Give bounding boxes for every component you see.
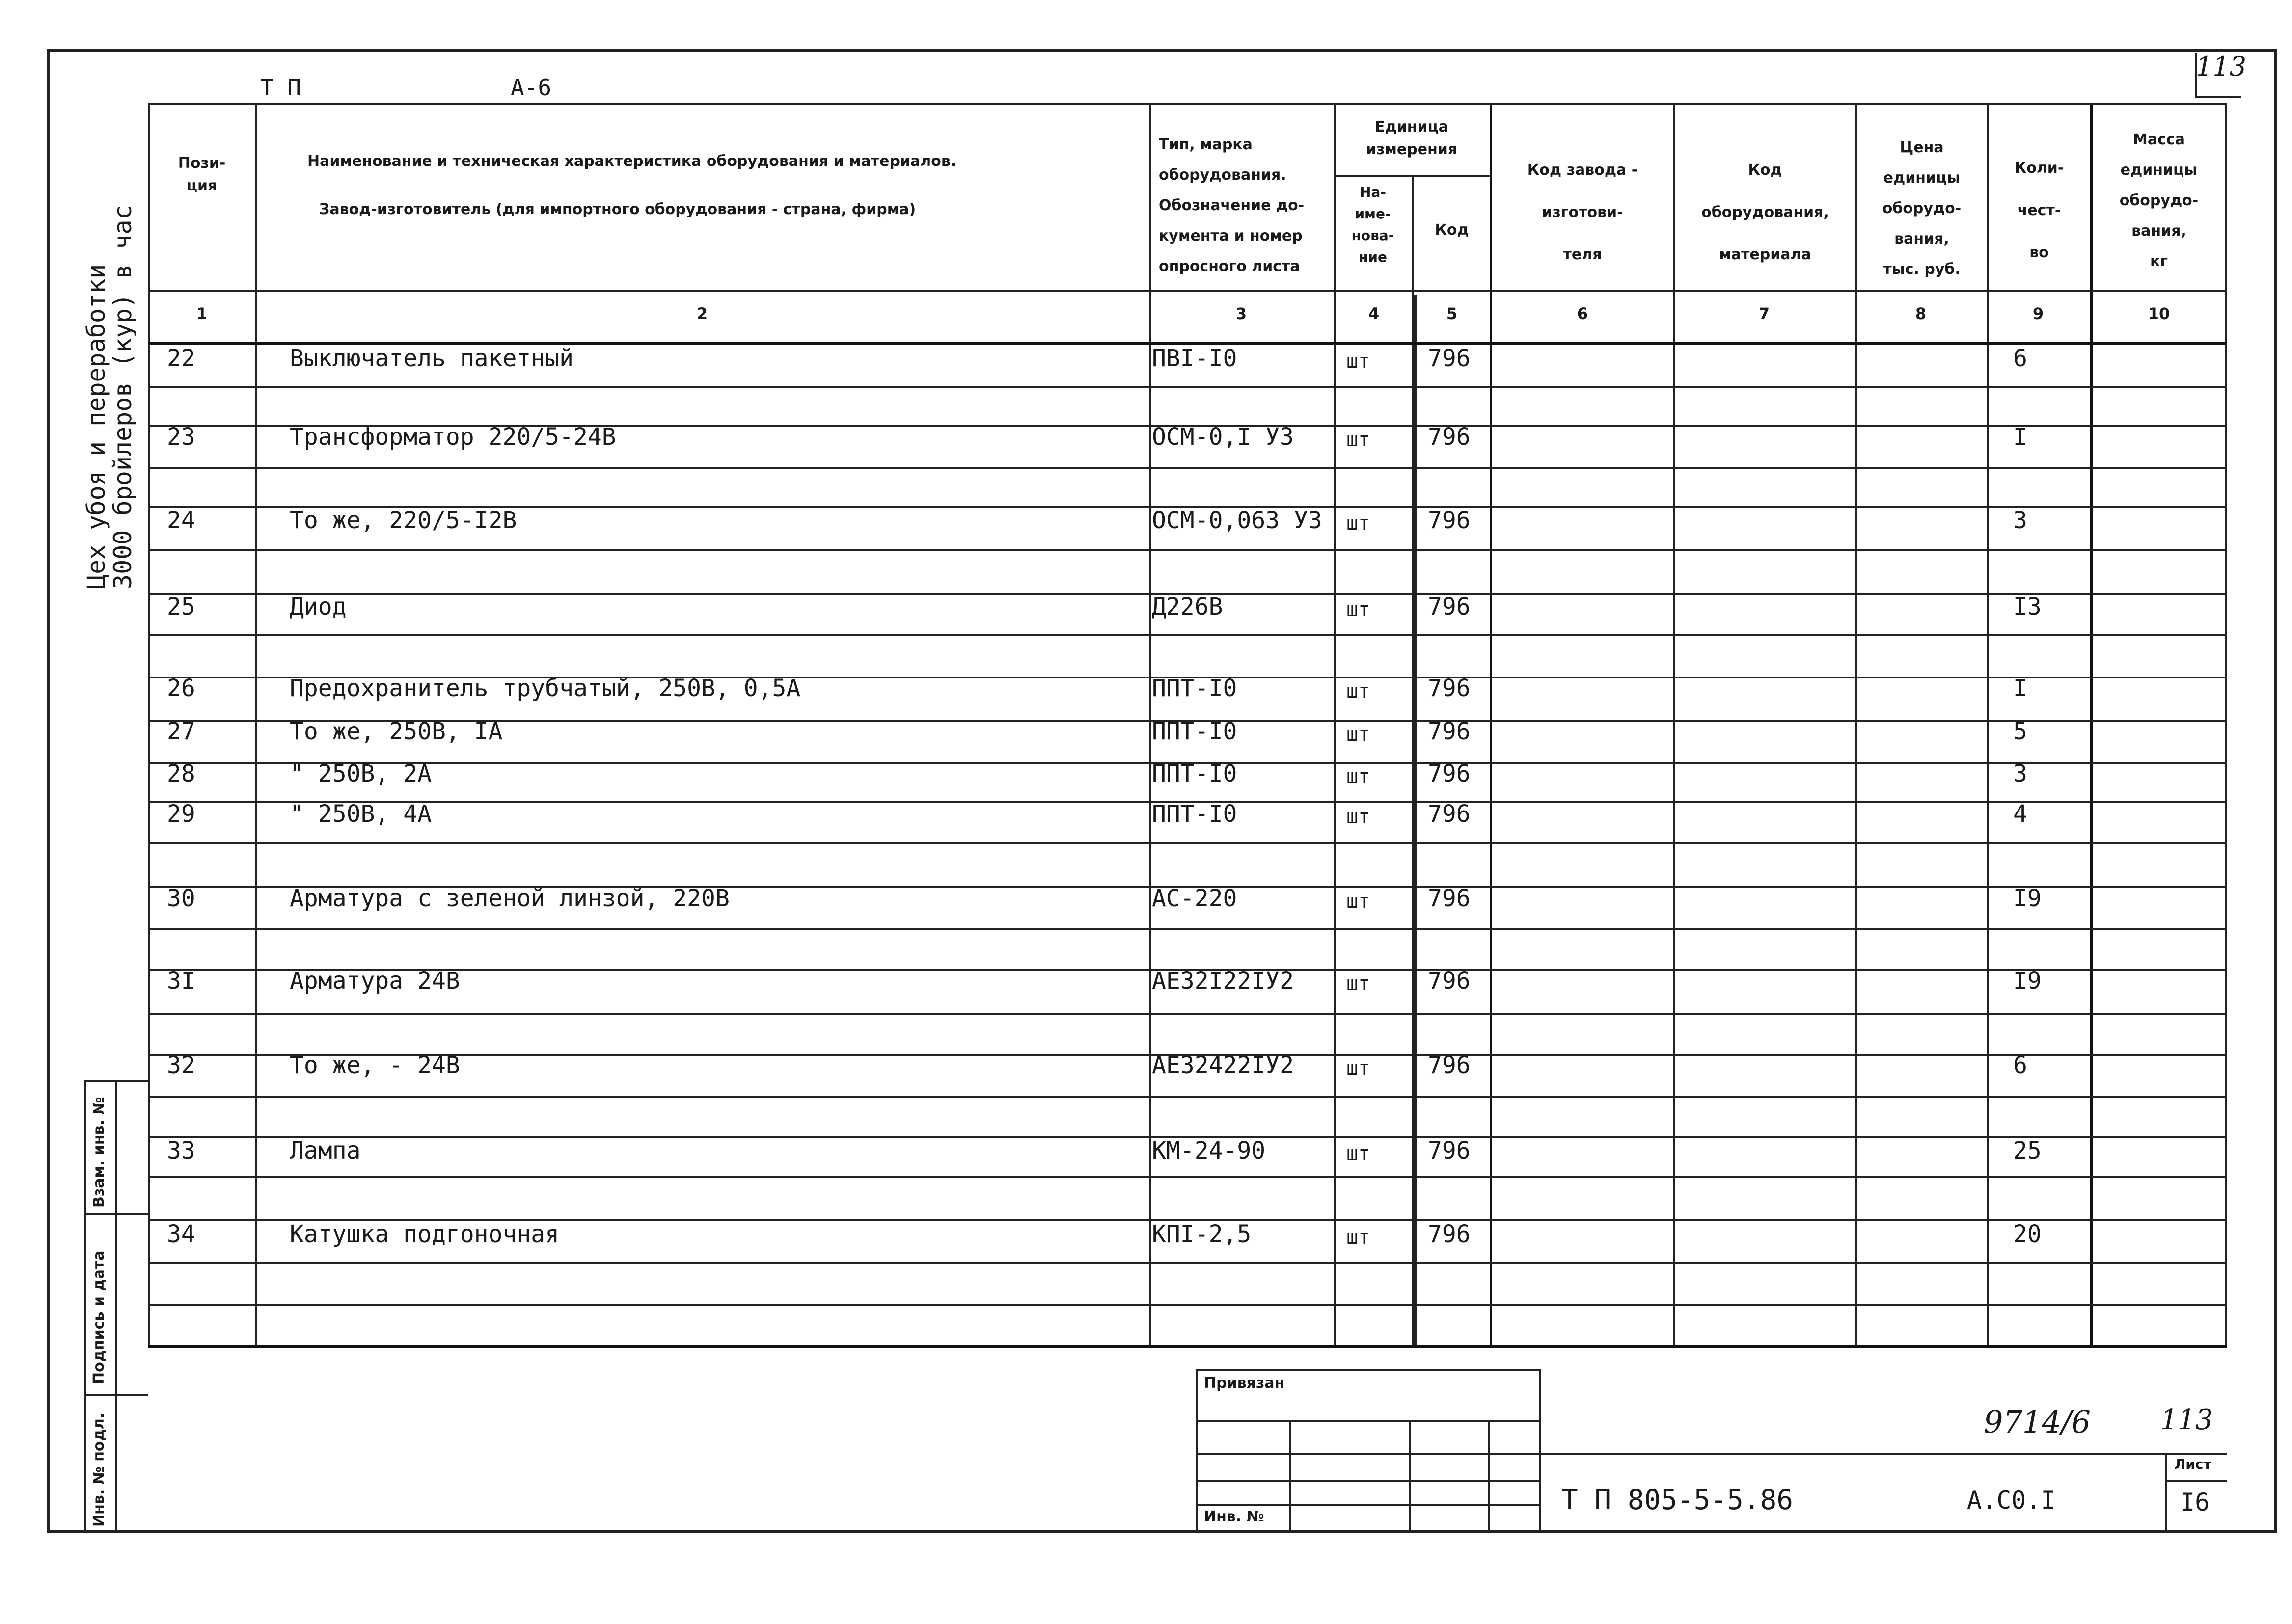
row-position: 25 xyxy=(167,593,195,621)
row-unit: шт xyxy=(1346,1057,1370,1080)
row-unit-code: 796 xyxy=(1428,800,1471,828)
header-type: Тип, марка оборудования. Обозначение до- кумента и номер опросного листа xyxy=(1159,136,1305,275)
row-position: 24 xyxy=(167,507,195,534)
row-unit-code: 796 xyxy=(1428,423,1471,451)
col-num-2: 2 xyxy=(696,304,708,323)
row-unit-code: 796 xyxy=(1428,1052,1471,1079)
row-position: 26 xyxy=(167,675,195,702)
col-num-1: 1 xyxy=(196,304,208,323)
row-quantity: 6 xyxy=(2013,1052,2027,1079)
row-type: АЕ32I22IУ2 xyxy=(1152,967,1294,995)
row-unit: шт xyxy=(1346,765,1370,788)
row-type: ППТ-I0 xyxy=(1152,718,1237,745)
row-name: Предохранитель трубчатый, 250В, 0,5А xyxy=(290,675,801,702)
row-quantity: 3 xyxy=(2013,760,2027,787)
row-unit: шт xyxy=(1346,890,1370,913)
podpis-data-label: Подпись и дата xyxy=(90,1250,108,1384)
row-unit: шт xyxy=(1346,973,1370,995)
row-name: Арматура 24В xyxy=(290,967,460,995)
row-quantity: 25 xyxy=(2013,1137,2042,1164)
col-num-3: 3 xyxy=(1235,304,1247,323)
row-unit: шт xyxy=(1346,512,1370,535)
row-position: 27 xyxy=(167,718,195,745)
row-quantity: 6 xyxy=(2013,345,2027,372)
header-quantity: Коли- чест- во xyxy=(2014,160,2064,261)
row-name: То же, 250В, IА xyxy=(290,718,503,745)
document-number: Т П 805-5-5.86 xyxy=(1561,1484,1794,1516)
row-unit-code: 796 xyxy=(1428,885,1471,912)
side-title-line2: 3000 бройлеров (кур) в час xyxy=(109,205,137,589)
row-name: Диод xyxy=(290,593,347,621)
row-type: АС-220 xyxy=(1152,885,1237,912)
header-equipment-code: Код оборудования, материала xyxy=(1701,162,1829,263)
row-position: 29 xyxy=(167,800,195,828)
row-quantity: 3 xyxy=(2013,507,2027,534)
row-quantity: 4 xyxy=(2013,800,2027,828)
header-mass: Масса единицы оборудо- вания, кг xyxy=(2119,131,2199,270)
row-type: КПI-2,5 xyxy=(1152,1220,1252,1248)
row-unit-code: 796 xyxy=(1428,1220,1471,1248)
row-unit: шт xyxy=(1346,429,1370,451)
row-quantity: 5 xyxy=(2013,718,2027,745)
header-unit-code: Код xyxy=(1435,221,1469,239)
sheet-code: А.С0.I xyxy=(1967,1486,2056,1515)
row-name: " 250В, 4А xyxy=(290,800,432,828)
row-position: 34 xyxy=(167,1220,195,1248)
col-num-4: 4 xyxy=(1368,304,1380,323)
row-unit-code: 796 xyxy=(1428,593,1471,621)
col-num-9: 9 xyxy=(2032,304,2044,323)
row-type: ППТ-I0 xyxy=(1152,760,1237,787)
row-name: Трансформатор 220/5-24В xyxy=(290,423,616,451)
row-position: 32 xyxy=(167,1052,195,1079)
row-unit-code: 796 xyxy=(1428,760,1471,787)
row-name: Лампа xyxy=(290,1137,361,1164)
row-unit-code: 796 xyxy=(1428,507,1471,534)
col-num-10: 10 xyxy=(2148,304,2170,323)
inv-no-label: Инв. № xyxy=(1204,1508,1264,1525)
row-unit: шт xyxy=(1346,350,1370,373)
list-label: Лист xyxy=(2174,1456,2211,1472)
row-unit: шт xyxy=(1346,1142,1370,1165)
row-type: АЕ32422IУ2 xyxy=(1152,1052,1294,1079)
row-unit-code: 796 xyxy=(1428,675,1471,702)
row-quantity: I9 xyxy=(2013,967,2042,995)
row-type: Д226В xyxy=(1152,593,1223,621)
row-type: ОСМ-0,063 У3 xyxy=(1152,507,1322,534)
row-type: ПВI-I0 xyxy=(1152,345,1237,372)
side-title-line1: Цех убоя и переработки xyxy=(82,264,110,589)
row-name: Арматура с зеленой линзой, 220В xyxy=(290,885,730,912)
header-name-line1: Наименование и техническая характеристика оборудования и материалов. xyxy=(307,153,956,170)
col-num-7: 7 xyxy=(1758,304,1770,323)
row-unit-code: 796 xyxy=(1428,967,1471,995)
row-position: 33 xyxy=(167,1137,195,1164)
row-name: То же, - 24В xyxy=(290,1052,460,1079)
row-unit-code: 796 xyxy=(1428,1137,1471,1164)
row-type: КМ-24-90 xyxy=(1152,1137,1266,1164)
row-type: ОСМ-0,I У3 xyxy=(1152,423,1294,451)
handwritten-code: 9714/6 xyxy=(1984,1404,2091,1440)
row-quantity: I xyxy=(2013,675,2027,702)
series-label: Т П xyxy=(260,74,301,101)
row-name: То же, 220/5-I2В xyxy=(290,507,517,534)
row-unit: шт xyxy=(1346,723,1370,746)
header-unit: Единица измерения xyxy=(1365,118,1458,158)
row-quantity: I3 xyxy=(2013,593,2042,621)
row-position: 30 xyxy=(167,885,195,912)
row-position: 23 xyxy=(167,423,195,451)
header-position: Пози- ция xyxy=(178,155,226,194)
row-name: Выключатель пакетный xyxy=(290,345,573,372)
row-quantity: 20 xyxy=(2013,1220,2042,1248)
header-factory-code: Код завода - изготови- теля xyxy=(1527,162,1638,263)
header-unit-name: На- име- нова- ние xyxy=(1351,184,1394,265)
privyazan-label: Привязан xyxy=(1204,1375,1285,1392)
row-unit-code: 796 xyxy=(1428,345,1471,372)
vzam-inv-label: Взам. инв. № xyxy=(90,1097,108,1208)
album-label: А-6 xyxy=(511,74,552,101)
row-unit: шт xyxy=(1346,1226,1370,1248)
row-position: 28 xyxy=(167,760,195,787)
row-position: 3I xyxy=(167,967,195,995)
header-price: Цена единицы оборудо- вания, тыс. руб. xyxy=(1882,139,1962,278)
col-num-6: 6 xyxy=(1577,304,1588,323)
row-type: ППТ-I0 xyxy=(1152,800,1237,828)
col-num-8: 8 xyxy=(1915,304,1927,323)
row-unit: шт xyxy=(1346,806,1370,828)
row-unit: шт xyxy=(1346,598,1370,621)
list-number: I6 xyxy=(2180,1488,2210,1516)
row-quantity: I9 xyxy=(2013,885,2042,912)
page-number: 113 xyxy=(2196,51,2247,82)
row-quantity: I xyxy=(2013,423,2027,451)
row-unit: шт xyxy=(1346,680,1370,703)
header-name-line2: Завод-изготовитель (для импортного оборудования - страна, фирма) xyxy=(319,201,916,218)
row-position: 22 xyxy=(167,345,195,372)
inv-podl-label: Инв. № подл. xyxy=(90,1412,108,1527)
row-name: " 250В, 2А xyxy=(290,760,432,787)
row-type: ППТ-I0 xyxy=(1152,675,1237,702)
row-name: Катушка подгоночная xyxy=(290,1220,560,1248)
row-unit-code: 796 xyxy=(1428,718,1471,745)
handwritten-page: 113 xyxy=(2160,1404,2213,1436)
col-num-5: 5 xyxy=(1446,304,1458,323)
